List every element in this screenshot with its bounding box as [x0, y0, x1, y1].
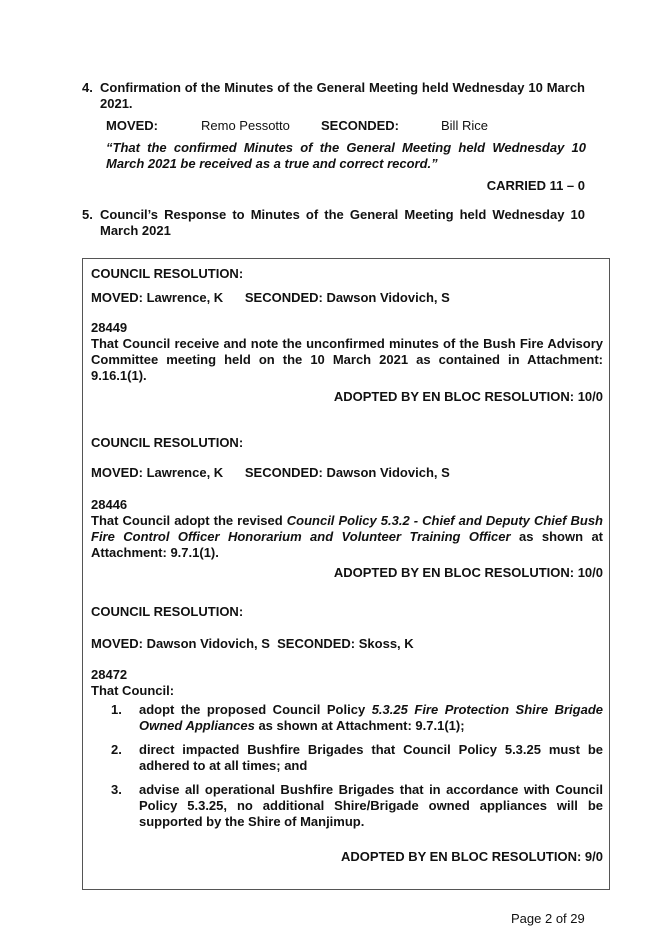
resolution-heading: COUNCIL RESOLUTION: [91, 266, 244, 281]
resolution-heading: COUNCIL RESOLUTION: [91, 604, 244, 619]
resolution-number: 28449 [91, 320, 128, 335]
policy-title: 5.3.25 Fire Protection Shire Brigade Owned Appliances [139, 702, 603, 733]
moved-seconded-row [106, 118, 586, 136]
resolution-moved: MOVED: Dawson Vidovich, S SECONDED: Skoss, K [91, 636, 414, 651]
resolution-adopted: ADOPTED BY EN BLOC RESOLUTION: 9/0 [341, 849, 603, 864]
item-title: Council’s Response to Minutes of the General Meeting held Wednesday 10 March 2021 [100, 207, 585, 238]
list-item [91, 702, 603, 734]
council-resolutions-box [82, 258, 610, 890]
list-number: 1. [111, 702, 122, 717]
list-text-post: as shown at Attachment: 9.7.1(1); [254, 718, 465, 733]
text-pre: That Council adopt the revised [91, 513, 287, 528]
list-text: adopt the proposed Council Policy [139, 702, 372, 717]
page-number: Page 2 of 29 [511, 911, 585, 926]
list-item [91, 742, 603, 774]
resolution-moved: MOVED: Lawrence, K SECONDED: Dawson Vidovich, S [91, 290, 450, 305]
resolution-adopted: ADOPTED BY EN BLOC RESOLUTION: 10/0 [333, 389, 603, 404]
resolution-number: 28472 [91, 667, 128, 682]
resolution-list [91, 702, 603, 830]
policy-title: Council Policy 5.3.2 - Chief and Deputy Chief Bush Fire Control Officer Honorarium and Volunteer Training Officer [91, 513, 603, 544]
resolution-text: That Council receive and note the unconfirmed minutes of the Bush Fire Advisory Committee meeting held on the 10 March 2021 as contained in Attachment: 9.16.1(1). [91, 336, 603, 383]
list-number: 2. [111, 742, 122, 757]
item-number: 5. [82, 207, 93, 222]
moved-name: Remo Pessotto [201, 118, 290, 133]
resolution-adopted: ADOPTED BY EN BLOC RESOLUTION: 10/0 [333, 565, 603, 580]
agenda-item-4 [82, 80, 585, 112]
resolution-text [91, 513, 603, 561]
resolution-number: 28446 [91, 497, 128, 512]
motion-quote: “That the confirmed Minutes of the General Meeting held Wednesday 10 March 2021 be received as a true and correct record.” [106, 140, 586, 171]
item-number: 4. [82, 80, 93, 95]
moved-label: MOVED: [106, 118, 158, 133]
agenda-item-5 [82, 207, 585, 239]
list-text: direct impacted Bushfire Brigades that Council Policy 5.3.25 must be adhered to at all times; and [139, 742, 603, 773]
list-text: advise all operational Bushfire Brigades that in accordance with Council Policy 5.3.25, no additional Shire/Brigade owned appliances will be supported by the Shire of Manjimup. [139, 782, 603, 829]
text-post: as shown at Attachment: 9.7.1(1). [91, 529, 603, 560]
seconded-label: SECONDED: [321, 118, 400, 133]
resolution-heading: COUNCIL RESOLUTION: [91, 435, 244, 450]
list-number: 3. [111, 782, 122, 797]
carried-result: CARRIED 11 – 0 [486, 178, 585, 193]
item-title: Confirmation of the Minutes of the General Meeting held Wednesday 10 March 2021. [100, 80, 585, 111]
resolution-moved: MOVED: Lawrence, K SECONDED: Dawson Vidovich, S [91, 465, 450, 480]
seconded-name: Bill Rice [441, 118, 488, 133]
resolution-intro: That Council: [91, 683, 175, 698]
list-item [91, 782, 603, 830]
